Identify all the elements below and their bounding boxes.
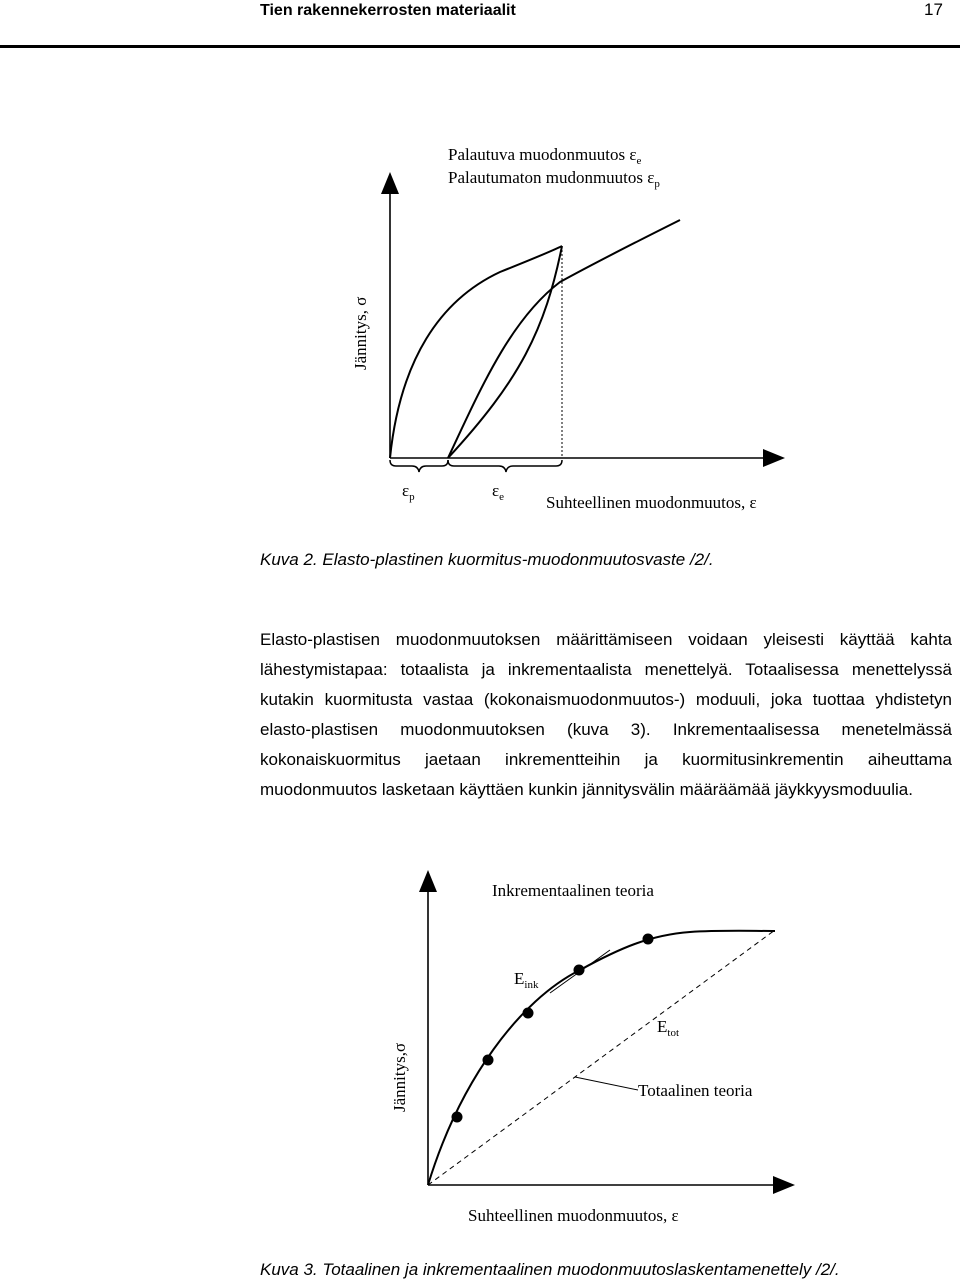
figure-2-total-incremental [390,870,795,1225]
e-tot-label: $E_{tot}$ [657,1017,680,1039]
x-axis-label: Suhteellinen muodonmuutos, ε [546,493,757,512]
figure-1-caption: Kuva 2. Elasto-plastinen kuormitus-muodonmuutosvaste /2/. [260,550,714,569]
e-ink-label: $E_{ink}$ [514,969,539,991]
elastic-strain-brace [448,460,562,472]
brace-label-plastic: $\varepsilon_p$ [402,481,415,503]
legend-recoverable-strain: Palautuva muodonmuutos $\varepsilon_e$ [448,145,642,167]
x-axis-arrow [763,449,785,467]
figure-2-caption: Kuva 3. Totaalinen ja inkrementaalinen muodonmuutoslaskentamenettely /2/. [260,1260,840,1279]
increment-point [483,1055,494,1066]
x-axis-label-2: Suhteellinen muodonmuutos, ε [468,1206,679,1225]
page-number: 17 [924,0,943,19]
y-axis-label: Jännitys, σ [351,296,370,370]
legend-permanent-strain: Palautumaton mudonmuutos $\varepsilon_p$ [448,168,660,190]
unloading-curve [448,246,562,458]
reloading-curve [448,220,680,458]
y-axis-arrow [381,172,399,194]
increment-point [643,934,654,945]
y-axis-label-2: Jännitys,σ [390,1042,409,1112]
body-paragraph: Elasto-plastisen muodonmuutoksen määrittämiseen voidaan yleisesti käyttää kahta lähestymistapaa: totaalista ja inkrementaalista menettelyä. Totaalisessa menettelyssä kutakin kuormitusta vastaa (kokonaismuodonmuutos-) moduuli, joka tuottaa yhdistetyn elasto-plastisen muodonmuutoksen (kuva 3). Inkrementaalisessa menetelmässä kokonaiskuormitus jaetaan inkrementteihin ja kuormitusinkrementin aiheuttama muodonmuutos lasketaan käyttäen kunkin jännitysvälin määräämää jäykkyysmoduulia. [260,630,952,799]
increment-point [523,1008,534,1019]
plastic-strain-brace [390,460,448,472]
brace-label-elastic: $\varepsilon_e$ [492,481,505,503]
figure-1-elasto-plastic [351,145,785,512]
total-theory-line [428,930,775,1185]
e-ink-tangent [550,950,610,993]
x-axis-arrow-2 [773,1176,795,1194]
incremental-theory-label: Inkrementaalinen teoria [492,881,654,900]
y-axis-arrow-2 [419,870,437,892]
running-header-title: Tien rakennekerrosten materiaalit [260,2,516,19]
total-theory-leader [575,1077,638,1090]
total-theory-label: Totaalinen teoria [638,1081,753,1100]
increment-point [452,1112,463,1123]
